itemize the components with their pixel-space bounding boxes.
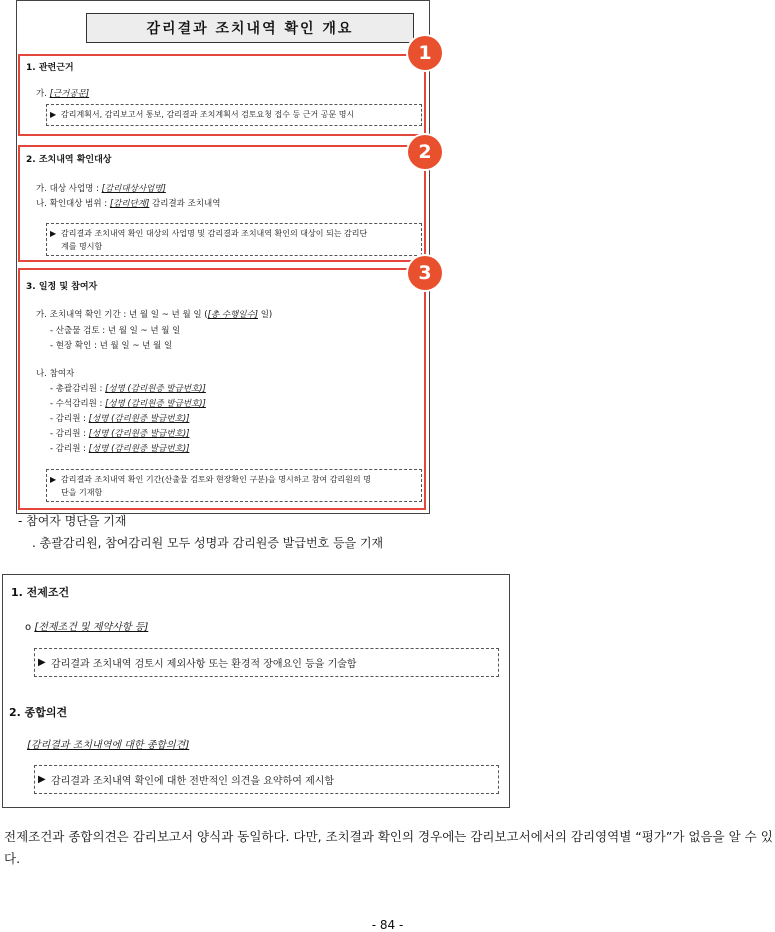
participant-link[interactable]: [성명 (감리원증 발급번호)] [88,414,190,424]
opinion-link[interactable]: [감리결과 조치내역에 대한 종합의견] [27,740,190,751]
note-box: ▶ 감리결과 조치내역 확인 대상의 사업명 및 감리결과 조치내역 확인의 대상이 되는 감리단 계를 명시함 [46,223,422,256]
total-days-link[interactable]: [총 수행일수] [207,310,258,320]
arrow-icon: ▶ [50,229,57,238]
heading-overall-opinion: 2. 종합의견 [9,706,68,719]
badge-2: 2 [408,135,442,169]
participant-link[interactable]: [성명 (감리원증 발급번호)] [88,429,190,439]
section-target [18,145,426,262]
note-box: ▶ 감리결과 조치내역 확인 기간(산출물 검토와 현장확인 구분)을 명시하고 참여 감리원의 명 단을 기재함 [46,469,422,502]
participants-label: 나. 참여자 [36,369,75,379]
section-heading: 1. 관련근거 [26,63,74,73]
opinion-item [27,736,189,751]
period-line: 가. 조치내역 확인 기간 : 년 월 일 ~ 년 월 일 ([총 수행일수] 일) [36,310,273,320]
participant-link[interactable]: [성명 (감리원증 발급번호)] [105,399,206,409]
form-title: 감리결과 조치내역 확인 개요 [86,13,414,43]
participant-link[interactable]: [성명 (감리원증 발급번호)] [105,384,206,394]
scope-link[interactable]: [감리단계] [109,199,150,209]
participant-row: - 수석감리원 : [성명 (감리원증 발급번호)] [50,399,206,409]
participant-link[interactable]: [성명 (감리원증 발급번호)] [88,444,190,454]
section-heading: 2. 조치내역 확인대상 [26,155,112,165]
preconditions-item: o [전제조건 및 제약사항 등] [25,622,149,633]
arrow-icon: ▶ [50,475,57,484]
section-schedule [18,268,426,510]
participant-row: - 감리원 : [성명 (감리원증 발급번호)] [50,429,190,439]
project-link[interactable]: [감리대상사업명] [101,184,166,194]
page-number: - 84 - [371,918,404,932]
body-line-1: - 참여자 명단을 기재 [18,514,127,528]
note-box: ▶ 감리결과 조치내역 확인에 대한 전반적인 의견을 요약하여 제시함 [34,765,499,794]
arrow-icon: ▶ [38,774,46,785]
site-period: - 현장 확인 : 년 월 일 ~ 년 월 일 [50,341,173,351]
explanatory-paragraph: 전제조건과 종합의견은 감리보고서 양식과 동일하다. 다만, 조치결과 확인의 경우에는 감리보고서에서의 감리영역별 “평가”가 없음을 알 수 있다. [4,829,773,866]
arrow-icon: ▶ [38,657,46,668]
basis-link[interactable]: [근거공문] [49,89,90,99]
target-scope: 나. 확인대상 범위 : [감리단계] 감리결과 조치내역 [36,199,221,209]
body-line-2: . 총괄감리원, 참여감리원 모두 성명과 감리원증 발급번호 등을 기재 [32,536,384,550]
form-conditions-opinion [2,574,510,808]
participant-row: - 감리원 : [성명 (감리원증 발급번호)] [50,414,190,424]
preconditions-link[interactable]: [전제조건 및 제약사항 등] [34,622,149,633]
target-project: 가. 대상 사업명 : [감리대상사업명] [36,184,166,194]
heading-preconditions: 1. 전제조건 [11,586,70,599]
participant-row: - 감리원 : [성명 (감리원증 발급번호)] [50,444,190,454]
basis-item: 가. [근거공문] [36,89,90,99]
section-legal-basis [18,54,426,136]
badge-3: 3 [408,256,442,290]
arrow-icon: ▶ [50,110,57,119]
badge-1: 1 [408,36,442,70]
note-box: ▶ 감리계획서, 감리보고서 통보, 감리결과 조치계획서 검토요청 접수 등 근거 공문 명시 [46,104,422,126]
section-heading: 3. 일정 및 참여자 [26,282,98,292]
note-box: ▶ 감리결과 조치내역 검토시 제외사항 또는 환경적 장애요인 등을 기술함 [34,648,499,677]
participant-row: - 총괄감리원 : [성명 (감리원증 발급번호)] [50,384,206,394]
review-period: - 산출물 검토 : 년 월 일 ~ 년 월 일 [50,326,181,336]
